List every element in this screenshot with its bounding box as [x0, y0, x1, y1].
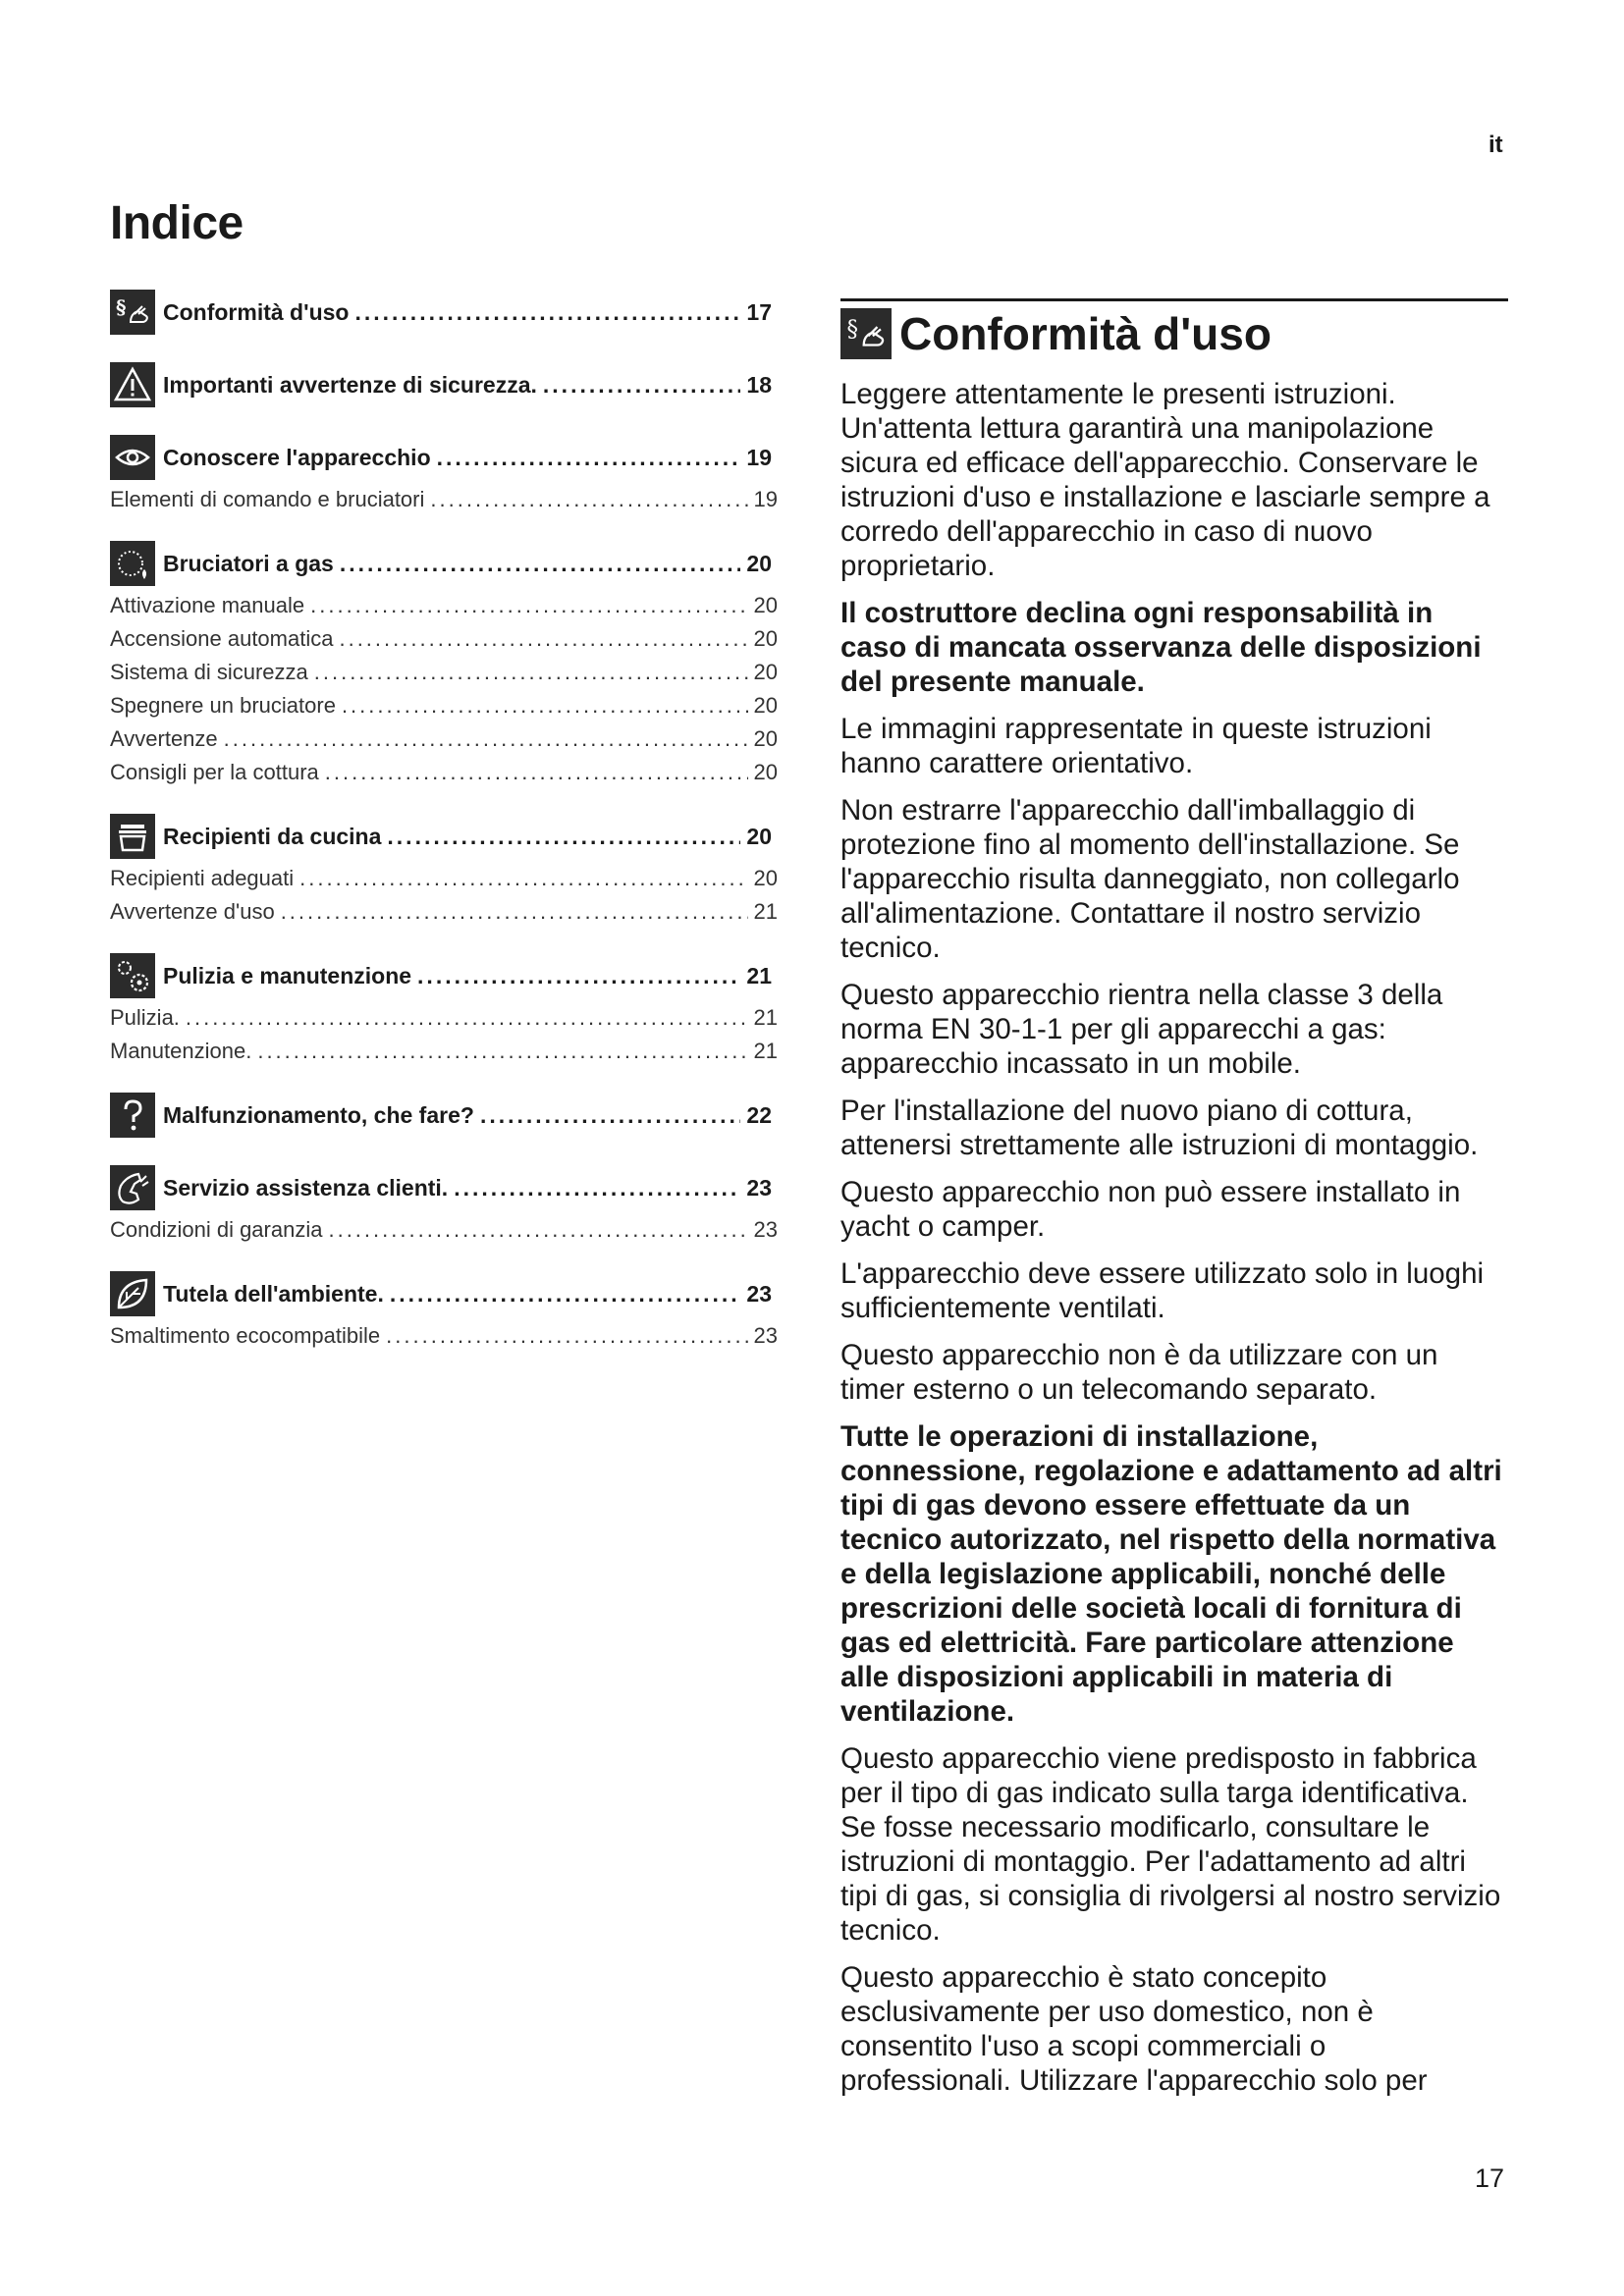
paragraph: L'apparecchio deve essere utilizzato solo in luoghi sufficientemente ventilati. [840, 1257, 1485, 1324]
toc-subentry-title: Elementi di comando e bruciatori [110, 487, 425, 511]
language-code: it [1489, 132, 1503, 158]
toc-subentry-page: 19 [753, 487, 778, 511]
toc-section [110, 1268, 778, 1353]
toc-subentry[interactable] [110, 1001, 778, 1035]
toc-entry[interactable] [110, 811, 778, 862]
toc-section [110, 359, 778, 410]
toc-subentry-page: 21 [753, 1005, 778, 1030]
page-title: Indice [110, 197, 244, 249]
toc-subentry-title: Consigli per la cottura [110, 760, 319, 784]
paragraph: Questo apparecchio rientra nella classe 3 della norma EN 30-1-1 per gli apparecchi a gas: apparecchio incassato in un mobile. [840, 979, 1443, 1080]
toc-subentry-title: Condizioni di garanzia [110, 1217, 323, 1242]
toc-subentry-title: Avvertenze [110, 726, 218, 751]
toc-entry[interactable] [110, 1090, 778, 1141]
paragraph: Leggere attentamente le presenti istruzioni. Un'attenta lettura garantirà una manipolazione sicura ed efficace dell'apparecchio. Conservare le istruzioni d'uso e installazione e lasciarle sempre a corredo dell'apparecchio in caso di nuovo proprietario. [840, 378, 1490, 582]
toc-section [110, 287, 778, 338]
conformity-icon [110, 290, 155, 335]
paragraph: Non estrarre l'apparecchio dall'imballaggio di protezione fino al momento dell'installazione. Se l'apparecchio risulta danneggiato, non collegarlo all'alimentazione. Contattare il nostro servizio tecnico. [840, 794, 1460, 964]
toc-entry-page: 22 [746, 1101, 772, 1128]
toc-entry-title: Pulizia e manutenzione [163, 962, 412, 988]
toc-section [110, 1162, 778, 1247]
table-of-contents [110, 287, 778, 1374]
conformity-icon [840, 308, 892, 359]
toc-entry-title: Importanti avvertenze di sicurezza. [163, 371, 537, 398]
toc-subentry[interactable] [110, 1213, 778, 1247]
question-icon [110, 1093, 155, 1138]
toc-subentry-title: Avvertenze d'uso [110, 899, 275, 924]
toc-subentry[interactable] [110, 895, 778, 929]
cookware-icon [110, 814, 155, 859]
toc-entry-title: Tutela dell'ambiente. [163, 1280, 384, 1307]
toc-subentry[interactable] [110, 622, 778, 656]
toc-subentry-page: 20 [753, 866, 778, 890]
svg-text:§: § [116, 295, 127, 319]
toc-subentry-title: Sistema di sicurezza [110, 660, 308, 684]
burner-icon [110, 541, 155, 586]
cleaning-icon [110, 953, 155, 998]
paragraph: Questo apparecchio viene predisposto in fabbrica per il tipo di gas indicato sulla targa identificativa. Se fosse necessario modificarlo, consultare le istruzioni di montaggio. Per l'adattamento ad altri tipi di gas, si consiglia di rivolgersi al nostro servizio tecnico. [840, 1742, 1501, 1947]
toc-entry-title: Recipienti da cucina [163, 823, 382, 849]
section-title: Conformità d'uso [899, 308, 1272, 359]
toc-subentry[interactable] [110, 722, 778, 756]
toc-subentry-page: 20 [753, 593, 778, 617]
toc-entry-page: 19 [746, 444, 772, 470]
paragraph: Questo apparecchio non è da utilizzare con un timer esterno o un telecomando separato. [840, 1339, 1438, 1406]
svg-text:§: § [846, 316, 858, 343]
toc-entry[interactable] [110, 1268, 778, 1319]
paragraph: Il costruttore declina ogni responsabilità in caso di mancata osservanza delle disposizioni del presente manuale. [840, 597, 1482, 698]
toc-entry-title: Malfunzionamento, che fare? [163, 1101, 474, 1128]
toc-subentry-page: 21 [753, 1039, 778, 1063]
warning-icon [110, 362, 155, 407]
page-number: 17 [1475, 2163, 1505, 2193]
toc-subentry[interactable] [110, 689, 778, 722]
toc-subentry[interactable] [110, 656, 778, 689]
phone-icon [110, 1165, 155, 1210]
toc-section [110, 950, 778, 1068]
toc-section [110, 1090, 778, 1141]
toc-subentry-page: 23 [753, 1323, 778, 1348]
toc-section [110, 432, 778, 516]
toc-entry-page: 17 [746, 298, 772, 325]
toc-section [110, 811, 778, 929]
toc-subentry-title: Pulizia. [110, 1005, 180, 1030]
paragraph: Questo apparecchio non può essere installato in yacht o camper. [840, 1176, 1461, 1243]
eye-icon [110, 435, 155, 480]
toc-subentry-title: Smaltimento ecocompatibile [110, 1323, 381, 1348]
toc-subentry[interactable] [110, 862, 778, 895]
section-body [840, 377, 1504, 2110]
toc-subentry[interactable] [110, 1319, 778, 1353]
section-header [840, 298, 1508, 360]
toc-entry-title: Conoscere l'apparecchio [163, 444, 431, 470]
toc-entry-page: 23 [746, 1174, 772, 1201]
toc-subentry[interactable] [110, 756, 778, 789]
toc-section [110, 538, 778, 789]
toc-subentry-title: Attivazione manuale [110, 593, 305, 617]
toc-subentry-page: 23 [753, 1217, 778, 1242]
paragraph: Le immagini rappresentate in queste istruzioni hanno carattere orientativo. [840, 713, 1432, 779]
toc-subentry-page: 20 [753, 693, 778, 718]
toc-entry[interactable] [110, 432, 778, 483]
toc-entry-page: 20 [746, 823, 772, 849]
paragraph: Tutte le operazioni di installazione, connessione, regolazione e adattamento ad altri tipi di gas devono essere effettuate da un tecnico autorizzato, nel rispetto della normativa e della legislazione applicabili, nonché delle prescrizioni delle società locali di fornitura di gas ed elettricità. Fare particolare attenzione alle disposizioni applicabili in materia di ventilazione. [840, 1420, 1502, 1728]
paragraph: Per l'installazione del nuovo piano di cottura, attenersi strettamente alle istruzioni di montaggio. [840, 1095, 1479, 1161]
toc-subentry[interactable] [110, 483, 778, 516]
toc-subentry-page: 20 [753, 726, 778, 751]
toc-entry-page: 23 [746, 1280, 772, 1307]
toc-subentry-page: 20 [753, 626, 778, 651]
leaf-icon [110, 1271, 155, 1316]
toc-entry-title: Servizio assistenza clienti. [163, 1174, 449, 1201]
paragraph: Questo apparecchio è stato concepito esclusivamente per uso domestico, non è consentito l'uso a scopi commerciali o professionali. Utilizzare l'apparecchio solo per [840, 1961, 1428, 2097]
toc-subentry-title: Recipienti adeguati [110, 866, 295, 890]
toc-subentry-title: Manutenzione. [110, 1039, 252, 1063]
toc-subentry-title: Accensione automatica [110, 626, 334, 651]
toc-entry-title: Bruciatori a gas [163, 550, 334, 576]
toc-entry-page: 18 [746, 371, 772, 398]
toc-entry[interactable] [110, 950, 778, 1001]
toc-entry-page: 21 [746, 962, 772, 988]
toc-entry-page: 20 [746, 550, 772, 576]
toc-entry-title: Conformità d'uso [163, 298, 350, 325]
toc-entry[interactable] [110, 287, 778, 338]
toc-subentry-page: 21 [753, 899, 778, 924]
toc-subentry[interactable] [110, 1035, 778, 1068]
toc-entry[interactable] [110, 1162, 778, 1213]
toc-subentry-page: 20 [753, 760, 778, 784]
toc-entry[interactable] [110, 359, 778, 410]
toc-subentry[interactable] [110, 589, 778, 622]
toc-entry[interactable] [110, 538, 778, 589]
toc-subentry-page: 20 [753, 660, 778, 684]
toc-subentry-title: Spegnere un bruciatore [110, 693, 336, 718]
